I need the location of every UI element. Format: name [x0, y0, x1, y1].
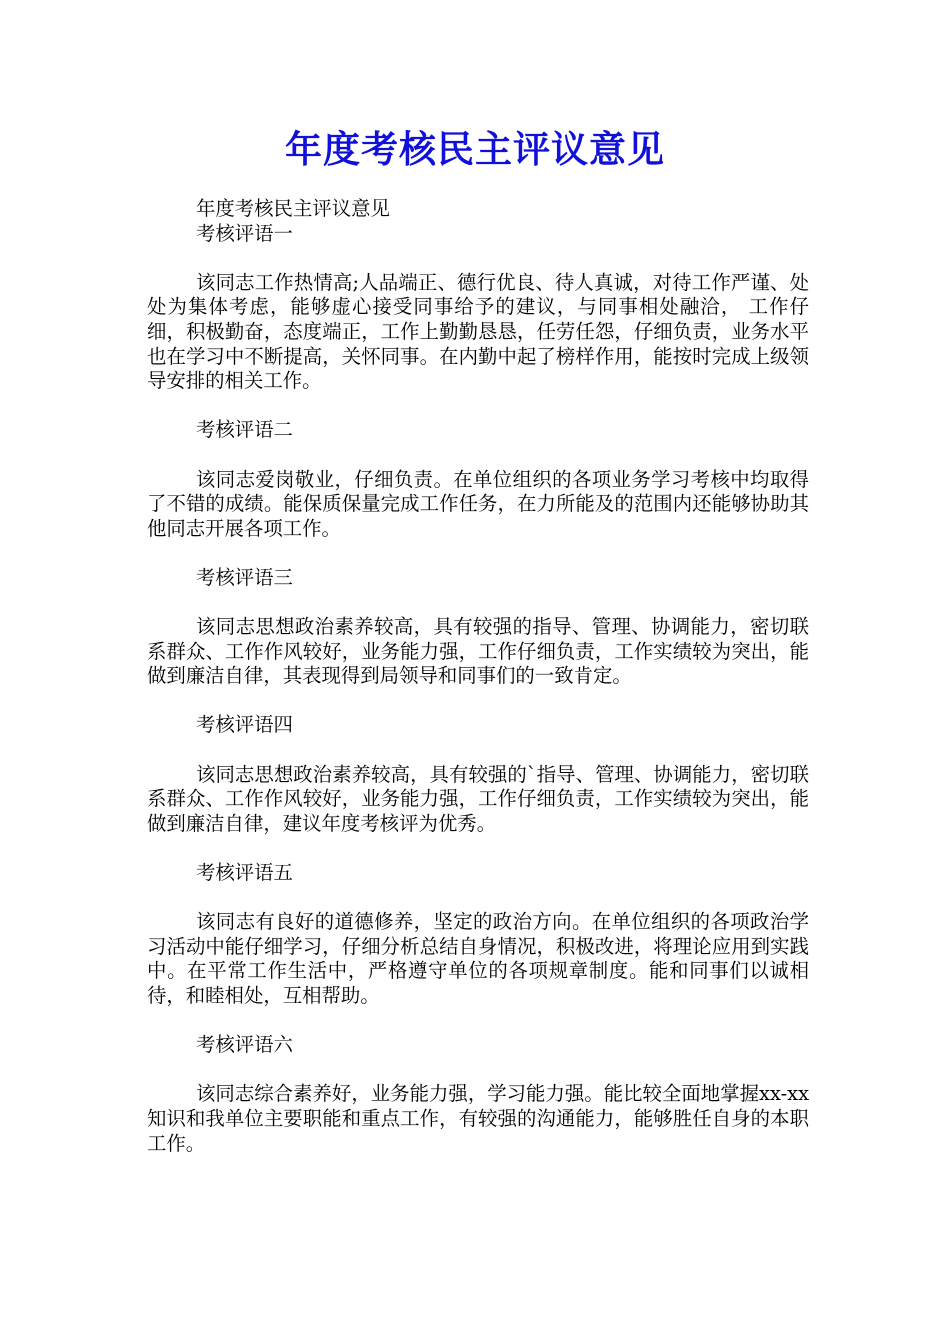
paragraph-gap — [147, 591, 809, 616]
paragraph-gap — [147, 836, 809, 861]
section-text-3: 该同志思想政治素养较高，具有较强的指导、管理、协调能力，密切联系群众、工作作风较好，业务能力强，工作仔细负责，工作实绩较为突出，能做到廉洁自律，其表现得到局领导和同事们的一致肯定。 — [147, 615, 809, 688]
section-text-5: 该同志有良好的道德修养，坚定的政治方向。在单位组织的各项政治学习活动中能仔细学习，仔细分析总结自身情况，积极改进，将理论应用到实践中。在平常工作生活中，严格遵守单位的各项规章制度。能和同事们以诚相待，和睦相处，互相帮助。 — [147, 910, 809, 1007]
paragraph-gap — [147, 1009, 809, 1034]
document-body — [147, 197, 809, 1156]
section-heading-2: 考核评语二 — [196, 418, 293, 442]
document-subtitle: 年度考核民主评议意见 — [196, 197, 390, 220]
section-heading-4: 考核评语四 — [196, 713, 293, 737]
paragraph-gap — [147, 1058, 809, 1083]
paragraph-gap — [147, 246, 809, 271]
paragraph-gap — [147, 394, 809, 419]
section-text-4: 该同志思想政治素养较高，具有较强的`指导、管理、协调能力，密切联系群众、工作作风较好，业务能力强，工作仔细负责，工作实绩较为突出，能做到廉洁自律，建议年度考核评为优秀。 — [147, 762, 809, 835]
section-heading-5: 考核评语五 — [196, 861, 293, 885]
section-heading-1: 考核评语一 — [196, 221, 293, 245]
paragraph-gap — [147, 738, 809, 763]
section-text-2: 该同志爱岗敬业，仔细负责。在单位组织的各项业务学习考核中均取得了不错的成绩。能保质保量完成工作任务，在力所能及的范围内还能够协助其他同志开展各项工作。 — [147, 467, 809, 540]
section-heading-3: 考核评语三 — [196, 565, 293, 589]
paragraph-gap — [147, 886, 809, 911]
paragraph-gap — [147, 689, 809, 714]
section-heading-6: 考核评语六 — [196, 1033, 293, 1057]
paragraph-gap — [147, 443, 809, 468]
paragraph-gap — [147, 541, 809, 566]
document-title: 年度考核民主评议意见 — [285, 128, 665, 171]
section-text-1: 该同志工作热情高;人品端正、德行优良、待人真诚，对待工作严谨、处处为集体考虑，能够虚心接受同事给予的建议，与同事相处融洽， 工作仔细，积极勤奋，态度端正，工作上勤勤恳恳，任劳任怨，仔细负责，业务水平也在学习中不断提高，关怀同事。在内勤中起了榜样作用，能按时完成上级领导安排的相关工作。 — [147, 270, 809, 393]
section-text-6: 该同志综合素养好，业务能力强，学习能力强。能比较全面地掌握xx-xx知识和我单位主要职能和重点工作，有较强的沟通能力，能够胜任自身的本职工作。 — [147, 1082, 809, 1155]
